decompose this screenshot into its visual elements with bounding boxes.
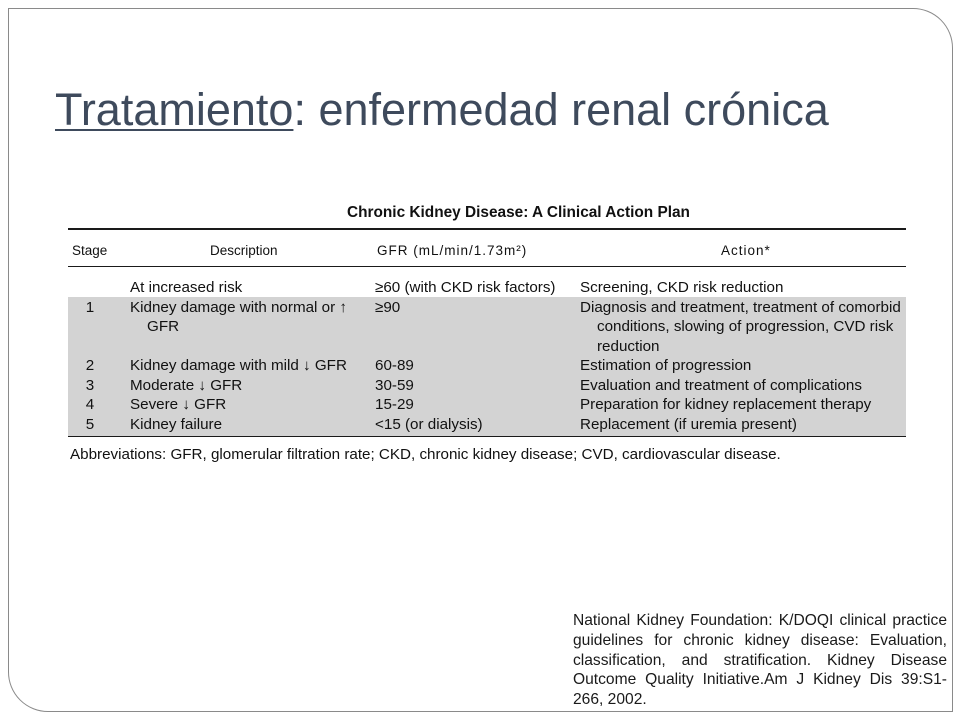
stage-cell: 1 [85,298,95,316]
header-stage: Stage [72,243,108,258]
action-line: Replacement (if uremia present) [580,415,797,433]
action-line: Preparation for kidney replacement therapy [580,396,872,413]
description-line: Moderate ↓ GFR [130,376,243,394]
action-cell [580,298,901,357]
description-line: Kidney damage with mild ↓ GFR [130,357,347,374]
description-line: At increased risk [130,279,243,296]
table-footnote: Abbreviations: GFR, glomerular filtration rate; CKD, chronic kidney disease; CVD, cardiovascular disease. [70,446,781,463]
action-cell [580,376,862,396]
description-cell [130,278,242,298]
stage-cell: 3 [85,376,95,394]
action-line: Evaluation and treatment of complications [580,376,862,394]
table-top-rule [68,228,906,230]
table-bottom-rule [68,436,906,437]
action-cell [580,395,871,415]
description-cell [130,298,347,337]
description-cell [130,395,226,415]
description-line: Kidney damage with normal or ↑ [130,298,347,316]
slide-title [55,84,829,135]
stage-cell: 4 [85,396,95,413]
description-line: Kidney failure [130,415,223,433]
action-cell [580,356,751,376]
gfr-cell: 60-89 [375,357,414,374]
gfr-cell: 30-59 [375,376,414,394]
citation-line: classification, and stratification. Kidney Disease [573,651,947,669]
action-cell [580,415,797,435]
action-line: conditions, slowing of progression, CVD risk [597,318,894,335]
gfr-cell: 15-29 [375,396,414,413]
citation-line: Outcome Quality Initiative.Am J Kidney Dis 39:S1- [573,671,947,689]
gfr-cell: ≥60 (with CKD risk factors) [375,279,556,296]
citation-line: National Kidney Foundation: K/DOQI clinical practice [573,612,947,629]
citation [573,611,947,710]
citation-line: 266, 2002. [573,691,647,709]
description-line: GFR [147,318,180,335]
header-action: Action* [721,243,771,258]
table-title: Chronic Kidney Disease: A Clinical Action Plan [347,204,690,221]
title-link[interactable]: Tratamiento [55,84,294,135]
header-description: Description [210,243,278,258]
description-cell [130,356,347,376]
action-line: reduction [597,337,660,355]
action-line: Screening, CKD risk reduction [580,279,784,296]
action-line: Diagnosis and treatment, treatment of comorbid [580,298,901,316]
action-line: Estimation of progression [580,357,752,374]
description-cell [130,415,222,435]
gfr-cell: ≥90 [375,298,401,316]
gfr-cell: <15 (or dialysis) [375,415,483,433]
stage-cell: 5 [85,415,95,433]
table-header-rule [68,266,906,267]
action-cell [580,278,783,298]
description-cell [130,376,242,396]
description-line: Severe ↓ GFR [130,396,227,413]
table-image [68,196,906,466]
citation-line: guidelines for chronic kidney disease: Evaluation, [573,631,947,649]
stage-cell: 2 [85,357,95,374]
title-text: : enfermedad renal crónica [293,84,829,135]
header-gfr: GFR (mL/min/1.73m²) [377,243,528,258]
